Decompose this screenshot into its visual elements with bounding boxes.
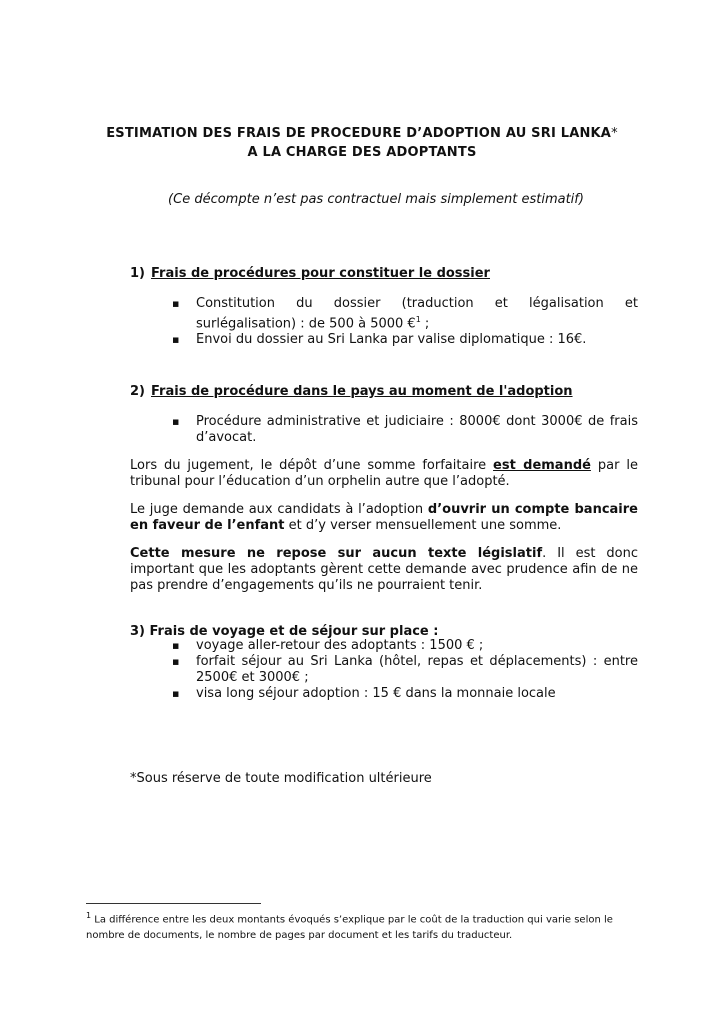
section-2-heading <box>130 384 573 399</box>
section-2-list <box>172 414 638 446</box>
list-item: ▪ Constitution du dossier (traduction et légalisation et surlégalisation) : de 500 à 5000 €$^1$ ; <box>172 296 638 332</box>
section-1-heading <box>130 266 490 281</box>
section-2-number: 2) <box>130 384 145 399</box>
list-item: ▪ visa long séjour adoption : 15 € dans la monnaie locale <box>172 686 638 702</box>
section-1-title: Frais de procédures pour constituer le dossier <box>151 266 490 281</box>
paragraph-legal-warning: Cette mesure ne repose sur aucun texte législatif. Il est donc important que les adoptants gèrent cette demande avec prudence afin de ne pas prendre d’engagements qu’ils ne pourraient tenir. <box>130 546 638 593</box>
paragraph-deposit: Lors du jugement, le dépôt d’une somme forfaitaire est demandé par le tribunal pour l’éducation d’un orphelin autre que l’adopté. <box>130 458 638 489</box>
section-1-number: 1) <box>130 266 145 281</box>
emphasis-bank-account: d’ouvrir un compte bancaire en faveur de l’enfant <box>130 502 638 533</box>
section-2-title: Frais de procédure dans le pays au moment de l'adoption <box>151 384 573 399</box>
footnote-mark: 1 <box>86 911 92 920</box>
list-item: ▪ Envoi du dossier au Sri Lanka par valise diplomatique : 16€. <box>172 332 638 348</box>
document-title <box>0 124 724 162</box>
title-asterisk: * <box>611 126 618 141</box>
document-subtitle: (Ce décompte n’est pas contractuel mais simplement estimatif) <box>168 192 584 207</box>
section-3-heading: 3) Frais de voyage et de séjour sur place : <box>130 624 439 639</box>
emphasis-no-legal-text: Cette mesure ne repose sur aucun texte législatif <box>130 546 543 561</box>
footnote-ref: 1 <box>415 315 421 324</box>
section-3-list <box>172 638 638 702</box>
section-1-list <box>172 296 638 348</box>
footnote-separator <box>86 903 261 904</box>
emphasis-demand: est demandé <box>493 458 591 473</box>
footnote <box>86 908 626 944</box>
reservation-note: *Sous réserve de toute modification ultérieure <box>130 771 432 786</box>
paragraph-bank-account: Le juge demande aux candidats à l’adoption d’ouvrir un compte bancaire en faveur de l’enfant et d’y verser mensuellement une somme. <box>130 502 638 533</box>
title-line-1: ESTIMATION DES FRAIS DE PROCEDURE D’ADOPTION AU SRI LANKA* <box>106 126 618 141</box>
list-item: ▪ forfait séjour au Sri Lanka (hôtel, repas et déplacements) : entre 2500€ et 3000€ ; <box>172 654 638 686</box>
title-line-2: A LA CHARGE DES ADOPTANTS <box>247 145 477 160</box>
list-item: ▪ Procédure administrative et judiciaire : 8000€ dont 3000€ de frais d’avocat. <box>172 414 638 446</box>
footnote-text: La différence entre les deux montants évoqués s’explique par le coût de la traduction qui varie selon le nombre de documents, le nombre de pages par document et les tarifs du traducteur. <box>86 914 613 942</box>
list-item: ▪ voyage aller-retour des adoptants : 1500 € ; <box>172 638 638 654</box>
